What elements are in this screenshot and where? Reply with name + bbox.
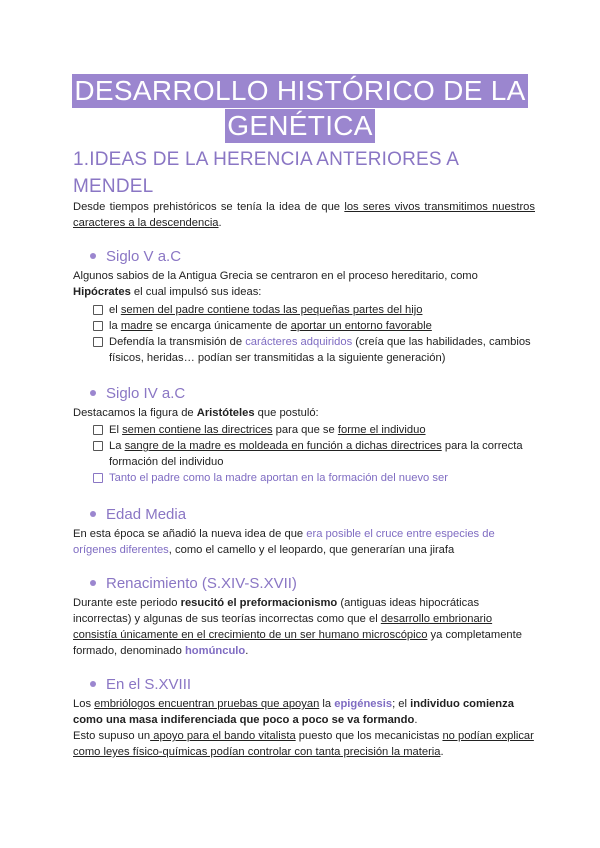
checkbox-icon[interactable] [93, 425, 103, 435]
text: Esto supuso un [73, 730, 151, 742]
checklist-item [93, 438, 533, 470]
title-line-1: DESARROLLO HISTÓRICO DE LA [74, 75, 526, 106]
s-xviii-paragraph-1 [73, 696, 535, 728]
edad-media-paragraph [73, 526, 535, 558]
bullet-dot-icon [90, 511, 96, 517]
section-heading-ideas-herencia [73, 146, 533, 200]
underlined-text: apoyo para el bando vitalista [150, 730, 296, 742]
text: el cual impulsó sus ideas: [130, 286, 262, 298]
heading-line-2: MENDEL [73, 176, 154, 197]
checklist-item [93, 470, 533, 486]
item-text: Defendía la transmisión de [109, 336, 246, 348]
underlined-text: embriólogos encuentran pruebas que apoyan [94, 698, 320, 710]
checkbox-icon[interactable] [93, 337, 103, 347]
highlight: homúnculo [184, 645, 246, 657]
subheading-text: En el S.XVIII [106, 676, 192, 693]
item-highlight: carácteres adquiridos [245, 336, 353, 348]
item-text: (creía que las habilidades, cambios físicos, heridas… podían ser transmitidas a la siguiente generación) [109, 336, 531, 364]
bullet-dot-icon [90, 580, 96, 586]
checklist-item [93, 422, 533, 438]
item-underlined: semen contiene las directrices [122, 424, 273, 436]
text: . [245, 645, 249, 657]
siglo-iv-paragraph [73, 405, 535, 421]
text: Los [73, 698, 95, 710]
intro-underlined: los seres vivos transmitimos nuestros caracteres a la descendencia [73, 201, 535, 229]
checkbox-icon[interactable] [93, 441, 103, 451]
text: Algunos sabios de la Antigua Grecia se centraron en el proceso hereditario, como [73, 270, 478, 282]
text: Destacamos la figura de [73, 407, 197, 419]
item-text: El [109, 424, 123, 436]
text: la [319, 698, 335, 710]
text: que postuló: [254, 407, 319, 419]
text: En esta época se añadió la nueva idea de que [73, 528, 307, 540]
item-underlined: semen del padre contiene todas las pequeñas partes del hijo [120, 304, 423, 316]
item-text: el [109, 304, 121, 316]
item-text: para que se [272, 424, 338, 436]
underlined-text: desarrollo embrionario consistía únicamente en el crecimiento de un ser humano microscópico [73, 613, 493, 641]
siglo-v-checklist [93, 302, 533, 366]
checklist-item [93, 302, 533, 318]
siglo-v-paragraph [73, 268, 535, 300]
item-text: La [109, 440, 125, 452]
subheading-renacimiento [90, 575, 297, 593]
siglo-iv-checklist [93, 422, 533, 486]
text: , como el camello y el leopardo, que generarían una jirafa [168, 544, 455, 556]
bold-text: individuo comienza como una masa indiferenciada que poco a poco se va formando [73, 698, 514, 726]
s-xviii-paragraph-2 [73, 728, 535, 760]
subheading-text: Renacimiento (S.XIV-S.XVII) [106, 575, 297, 592]
bullet-dot-icon [90, 681, 96, 687]
item-underlined: sangre de la madre es moldeada en función a dichas directrices [124, 440, 442, 452]
checklist-item [93, 334, 533, 366]
subheading-s-xviii [90, 676, 191, 694]
bullet-dot-icon [90, 390, 96, 396]
underlined-text: no podían explicar como leyes físico-químicas podían controlar con tanta precisión la materia [73, 730, 534, 758]
checkbox-icon[interactable] [93, 321, 103, 331]
subheading-siglo-iv [90, 385, 185, 403]
item-underlined: aportar un entorno favorable [290, 320, 432, 332]
subheading-text: Siglo V a.C [106, 248, 182, 265]
item-underlined: forme el individuo [337, 424, 426, 436]
checkbox-icon[interactable] [93, 305, 103, 315]
intro-text: Desde tiempos prehistóricos se tenía la idea de que [73, 201, 345, 213]
subheading-text: Edad Media [106, 506, 187, 523]
item-highlight: Tanto el padre como la madre aportan en la formación del nuevo ser [109, 472, 448, 484]
bold-name: Hipócrates [73, 286, 131, 298]
text: ya completamente formado, denominado [73, 629, 522, 657]
text: . [440, 746, 444, 758]
item-text: la [109, 320, 121, 332]
checkbox-icon[interactable] [93, 473, 103, 483]
text: (antiguas ideas hipocráticas incorrectas) y algunas de sus teorías incorrectas como que el [73, 597, 480, 625]
text: Durante este periodo [73, 597, 181, 609]
bold-text: resucitó el preformacionismo [180, 597, 338, 609]
subheading-text: Siglo IV a.C [106, 385, 186, 402]
text: . [414, 714, 418, 726]
intro-paragraph [73, 199, 535, 231]
item-underlined: madre [120, 320, 153, 332]
bold-name: Aristóteles [196, 407, 255, 419]
heading-line-1: 1.IDEAS DE LA HERENCIA ANTERIORES A [73, 149, 460, 170]
renacimiento-paragraph [73, 595, 535, 659]
subheading-siglo-v [90, 248, 181, 266]
item-text: para la correcta formación del individuo [109, 440, 523, 468]
intro-end: . [218, 217, 222, 229]
subheading-edad-media [90, 506, 186, 524]
checklist-item [93, 318, 533, 334]
bullet-dot-icon [90, 253, 96, 259]
document-title [0, 74, 600, 143]
text: puesto que los mecanicistas [295, 730, 443, 742]
highlight: epigénesis [334, 698, 393, 710]
item-text: se encarga únicamente de [152, 320, 291, 332]
text: ; el [392, 698, 411, 710]
title-line-2: GENÉTICA [227, 110, 373, 141]
highlight: era posible el cruce entre especies de orígenes diferentes [73, 528, 495, 556]
